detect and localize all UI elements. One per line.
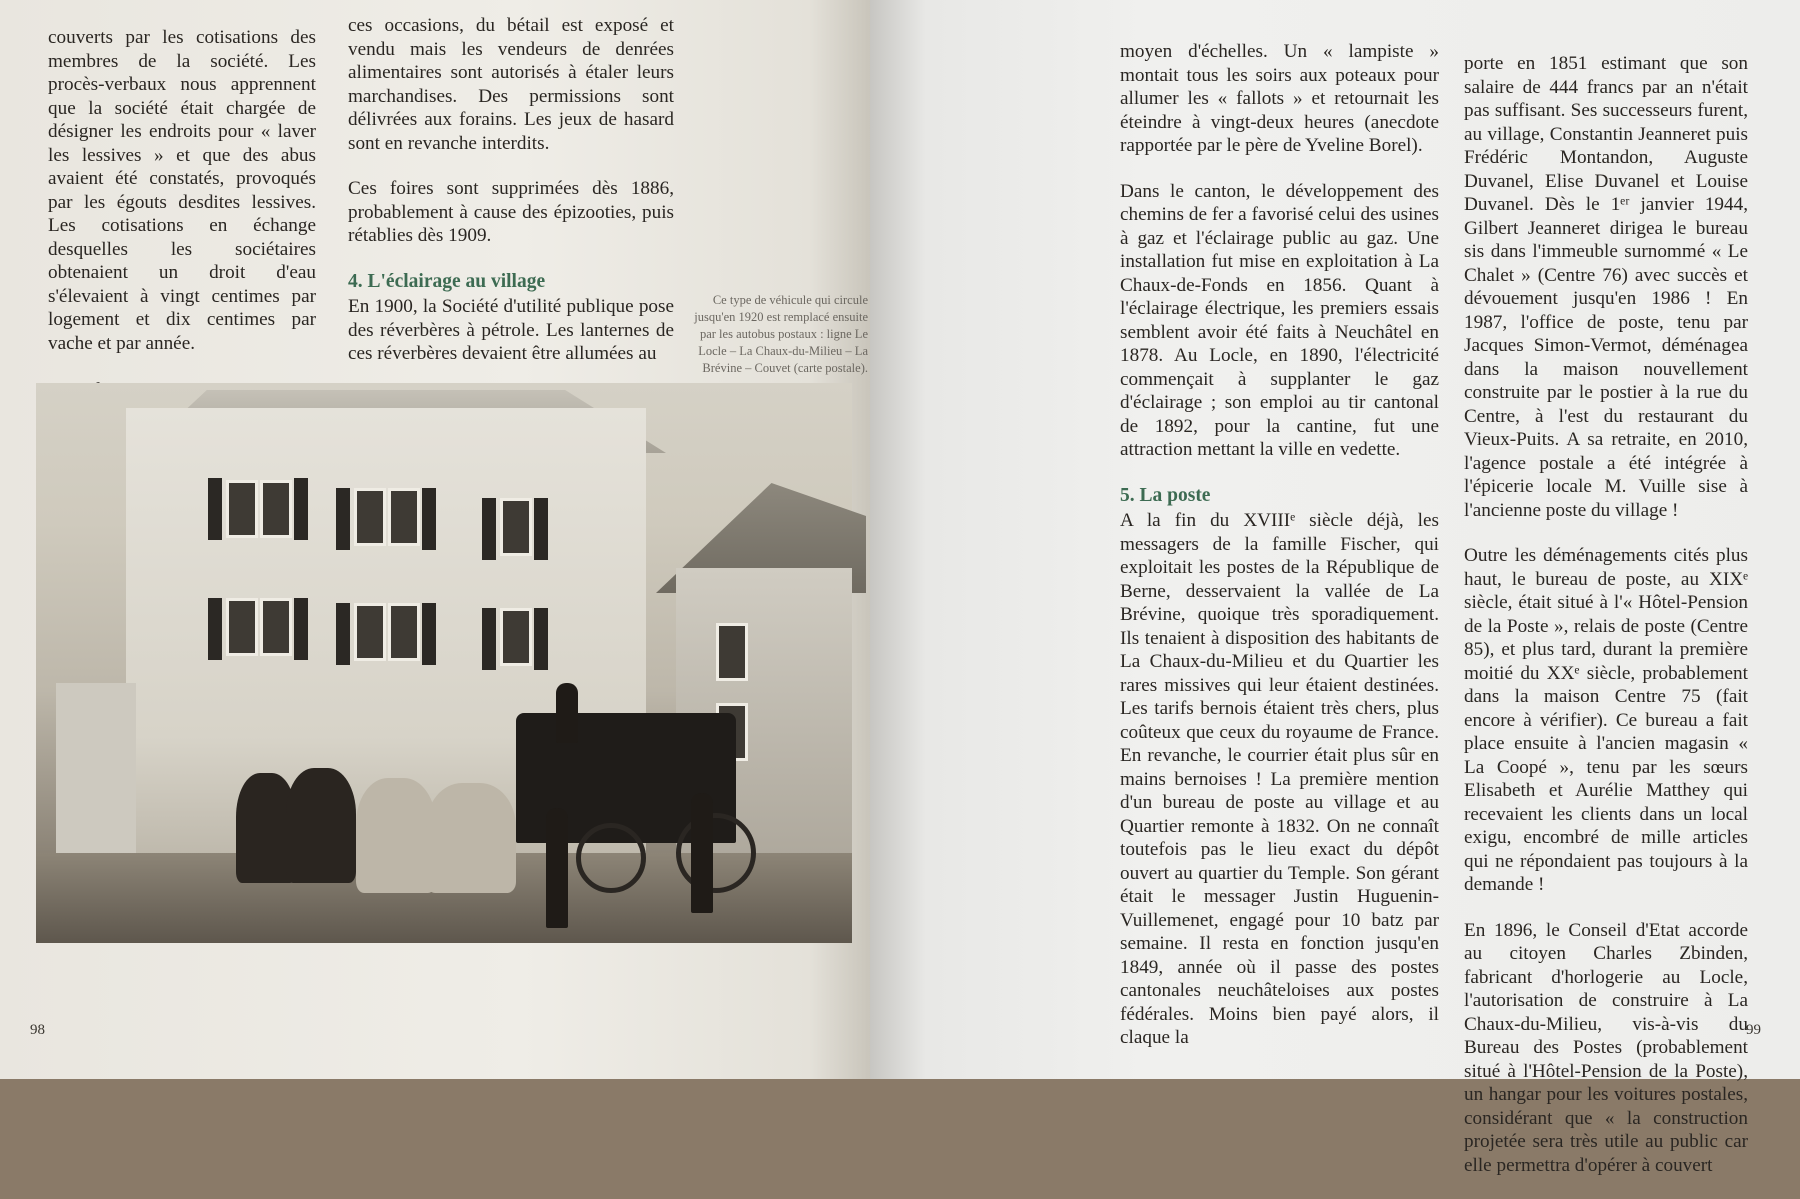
section-heading-poste: 5. La poste	[1120, 484, 1211, 506]
paragraph: couverts par les cotisations des membres de la société. Les procès-verbaux nous apprennent que la société était chargée de désigner les endroits pour « laver les lessives » et que des abus avaient été constatés, provoqués par les égouts desdites lessives. Les cotisations en échange desquelles les sociétaires obtenaient un droit d'eau s'élevaient à vingt centimes par logement et dix centimes par vache et par année.	[48, 27, 316, 354]
right-page	[870, 0, 1800, 1176]
right-column-1	[1120, 40, 1439, 1072]
page-number-left: 98	[30, 1022, 45, 1038]
right-column-2	[1464, 52, 1748, 1199]
paragraph: moyen d'échelles. Un « lampiste » montait tous les soirs aux poteaux pour allumer les « fallots » et retournait les éteindre à vingt-deux heures (anecdote rapportée par le père de Yveline Borel).	[1120, 41, 1439, 156]
paragraph: porte en 1851 estimant que son salaire de 444 francs par an n'était pas suffisant. Ses successeurs furent, au village, Constantin Jeanneret puis Frédéric Montandon, Auguste Duvanel, Elise Duvanel et Louise Duvanel. Dès le 1ᵉʳ janvier 1944, Gilbert Jeanneret dirigea le bureau sis dans l'immeuble surnommé « Le Chalet » (Centre 76) avec succès et dévouement jusqu'en 1986 ! En 1987, l'office de poste, tenu par Jacques Simon-Vermot, déménagea dans la maison nouvellement construite par le postier à la rue du Centre, à l'est du restaurant du Vieux-Puits. A sa retraite, en 2010, l'agence postale a été intégrée à l'épicerie locale M. Vuille sise à l'ancienne poste du village !	[1464, 53, 1748, 521]
paragraph: ces occasions, du bétail est exposé et vendu mais les vendeurs de denrées alimentaires sont autorisés à étaler leurs marchandises. Des permissions sont délivrées aux forains. Les jeux de hasard sont en revanche interdits.	[348, 15, 674, 154]
paragraph: A la fin du XVIIIᵉ siècle déjà, les messagers de la famille Fischer, qui exploitait les postes de la République de Berne, desservaient la vallée de La Brévine, quoique très sporadiquement. Ils tenaient à disposition des habitants de La Chaux-du-Milieu et du Quartier les rares missives qui leur étaient destinées. Les tarifs bernois étaient très chers, plus coûteux que ceux du royaume de France. En revanche, le courrier était plus sûr en mains bernoises ! La première mention d'un bureau de poste au village et au Quartier remonte à 1832. On ne connaît toutefois pas le lieu exact du dépôt ouvert au quartier du Temple. Son gérant était le messager Justin Huguenin-Vuillemenet, engagé pour 10 batz par semaine. Il resta en fonction jusqu'en 1849, année où il passe des postes cantonales neuchâteloises aux postes fédérales. Moins bien payé alors, il claque la	[1120, 510, 1439, 1048]
page-number-right: 99	[1746, 1022, 1761, 1038]
left-column-2	[348, 14, 674, 388]
paragraph: En 1900, la Société d'utilité publique pose des réverbères à pétrole. Les lanternes de ces réverbères devaient être allumées au	[348, 296, 674, 364]
paragraph: En 1896, le Conseil d'Etat accorde au citoyen Charles Zbinden, fabricant d'horlogerie au Locle, l'autorisation de construire à La Chaux-du-Milieu, vis-à-vis du Bureau des Postes (probablement situé à l'Hôtel-Pension de la Poste), un hangar pour les voitures postales, considérant que « la construction projetée sera très utile au public car elle permettra d'opérer à couvert	[1464, 919, 1748, 1176]
paragraph: Ces foires sont supprimées dès 1886, probablement à cause des épizooties, puis rétablies dès 1909.	[348, 178, 674, 246]
paragraph: Outre les déménagements cités plus haut, le bureau de poste, au XIXᵉ siècle, était situé à l'« Hôtel-Pension de la Poste », relais de poste (Centre 85), et plus tard, durant la première moitié du XXᵉ siècle, probablement dans la maison Centre 75 (fait encore à vérifier). Ce bureau a fait place ensuite à l'ancien magasin « La Coopé », tenu par les sœurs Elisabeth et Aurélie Matthey qui recevaient les clients dans un local exigu, encombré de mille articles qui ne répondaient pas toujours à la demande !	[1464, 545, 1748, 895]
historic-photo-postal-coach	[36, 383, 852, 943]
photo-caption: Ce type de véhicule qui circule jusqu'en 1920 est remplacé ensuite par les autobus postaux : ligne Le Locle – La Chaux-du-Milieu – La Brévine – Couvet (carte postale).	[694, 293, 868, 375]
background-building	[56, 683, 136, 863]
section-heading-eclairage: 4. L'éclairage au village	[348, 270, 546, 292]
paragraph: Dans le canton, le développement des chemins de fer a favorisé celui des usines à gaz et l'éclairage public au gaz. Une installation fut mise en exploitation à La Chaux-de-Fonds en 1856. Quant à l'éclairage électrique, les premiers essais semblent avoir été faits à Neuchâtel en 1878. Au Locle, en 1890, l'électricité commençait à supplanter le gaz d'éclairage ; son emploi au tir cantonal de 1892, pour la cantine, fut une attraction mettant la ville en vedette.	[1120, 180, 1439, 460]
left-page	[0, 0, 870, 1079]
